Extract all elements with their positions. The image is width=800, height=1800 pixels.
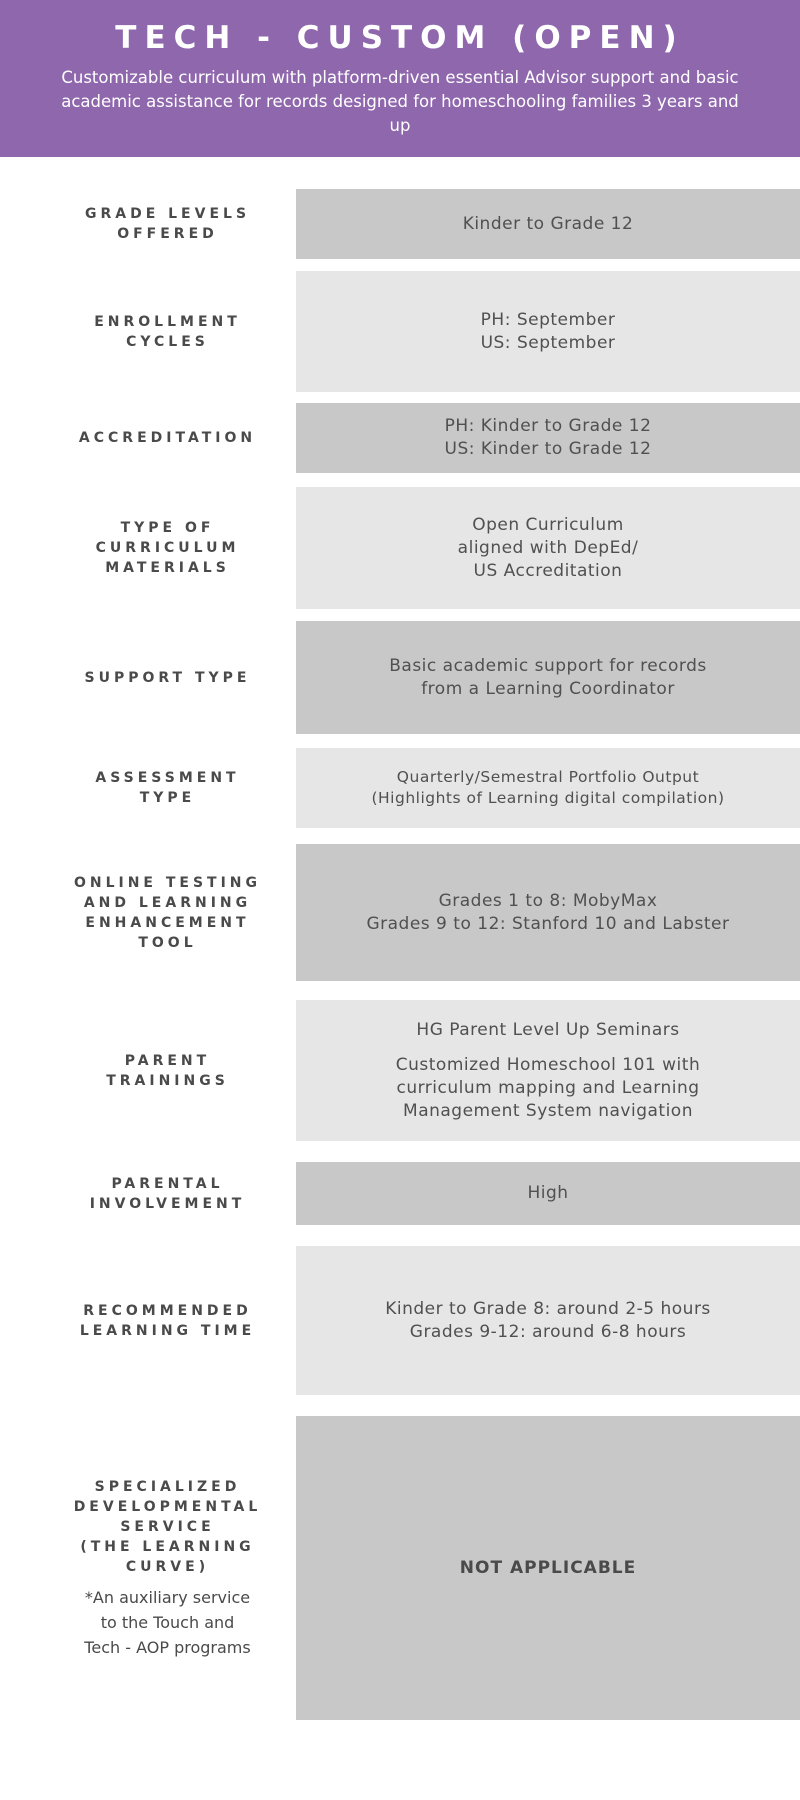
header-banner: [0, 0, 800, 157]
value-specialized-service: NOT APPLICABLE: [459, 1558, 637, 1578]
value-trainings-seminars: HG Parent Level Up Seminars: [416, 1019, 680, 1040]
label-online-testing: ONLINE TESTING AND LEARNING ENHANCEMENT TOOL: [73, 874, 262, 951]
row-label: [55, 1162, 280, 1225]
row-online-testing: [0, 844, 800, 981]
label-support-type: SUPPORT TYPE: [84, 669, 251, 686]
label-assessment-type: ASSESSMENT TYPE: [95, 770, 240, 806]
value-cell-enrollment-cycles: [296, 271, 800, 392]
row-label: [55, 748, 280, 828]
row-label: [55, 271, 280, 392]
value-assessment-line-1: Quarterly/Semestral Portfolio Output: [396, 768, 700, 786]
row-label: [55, 621, 280, 734]
label-specialized-service: SPECIALIZED DEVELOPMENTAL SERVICE (THE LEARNING CURVE): [73, 1478, 262, 1575]
row-label: [55, 403, 280, 473]
label-specialized-note: *An auxiliary service to the Touch and Tech - AOP programs: [84, 1587, 251, 1657]
value-assessment-line-2: (Highlights of Learning digital compilation): [371, 789, 725, 807]
value-trainings-line-2: Customized Homeschool 101 with: [395, 1054, 701, 1075]
value-cell-accreditation: [296, 403, 800, 473]
value-curriculum-line-2: aligned with DepEd/: [457, 537, 639, 558]
row-label: [55, 1246, 280, 1395]
value-cell-curriculum-materials: [296, 487, 800, 609]
value-trainings-line-4: Management System navigation: [403, 1100, 693, 1121]
page-title: TECH - CUSTOM (OPEN): [115, 20, 685, 56]
row-specialized-service: [0, 1416, 800, 1720]
label-parent-trainings: PARENT TRAININGS: [106, 1052, 229, 1089]
value-cell-specialized-service: [296, 1416, 800, 1720]
row-support-type: [0, 621, 800, 734]
value-cell-support-type: [296, 621, 800, 734]
row-assessment-type: [0, 748, 800, 828]
value-enrollment-ph: PH: September: [480, 309, 616, 330]
value-support-line-2: from a Learning Coordinator: [421, 678, 675, 699]
value-accreditation-us: US: Kinder to Grade 12: [444, 439, 652, 459]
value-cell-parental-involvement: [296, 1162, 800, 1225]
value-cell-learning-time: [296, 1246, 800, 1395]
value-cell-online-testing: [296, 844, 800, 981]
value-learning-time-line-2: Grades 9-12: around 6-8 hours: [409, 1321, 687, 1342]
value-cell-grade-levels: [296, 189, 800, 259]
value-support-line-1: Basic academic support for records: [389, 655, 707, 676]
label-parental-involvement: PARENTAL INVOLVEMENT: [89, 1175, 246, 1212]
row-curriculum-materials: [0, 487, 800, 609]
page-subtitle: Customizable curriculum with platform-driven essential Advisor support and basic academic assistance for records designed for homeschooling families 3 years and up: [61, 68, 739, 135]
row-accreditation: [0, 403, 800, 473]
value-accreditation-ph: PH: Kinder to Grade 12: [444, 416, 652, 436]
value-cell-parent-trainings: [296, 1000, 800, 1141]
value-curriculum-line-1: Open Curriculum: [472, 514, 624, 535]
value-cell-assessment-type: [296, 748, 800, 828]
label-enrollment-cycles: ENROLLMENT CYCLES: [94, 313, 241, 350]
row-label: [55, 487, 280, 609]
value-testing-line-1: Grades 1 to 8: MobyMax: [438, 890, 658, 911]
value-parental-involvement: High: [527, 1183, 569, 1203]
row-label: [55, 1416, 280, 1720]
label-grade-levels: GRADE LEVELS OFFERED: [84, 206, 251, 242]
row-label: [55, 1000, 280, 1141]
row-parent-trainings: [0, 1000, 800, 1141]
value-enrollment-us: US: September: [480, 332, 616, 353]
value-trainings-line-3: curriculum mapping and Learning: [396, 1077, 700, 1098]
row-grade-levels: [0, 189, 800, 259]
value-grade-levels: Kinder to Grade 12: [462, 213, 634, 234]
value-testing-line-2: Grades 9 to 12: Stanford 10 and Labster: [366, 913, 730, 934]
label-accreditation: ACCREDITATION: [78, 430, 257, 446]
row-learning-time: [0, 1246, 800, 1395]
value-curriculum-line-3: US Accreditation: [473, 560, 623, 581]
row-enrollment-cycles: [0, 271, 800, 392]
label-learning-time: RECOMMENDED LEARNING TIME: [79, 1302, 256, 1339]
row-label: [55, 844, 280, 981]
value-learning-time-line-1: Kinder to Grade 8: around 2-5 hours: [385, 1298, 711, 1319]
row-label: [55, 189, 280, 259]
row-parental-involvement: [0, 1162, 800, 1225]
label-curriculum-materials: TYPE OF CURRICULUM MATERIALS: [95, 520, 240, 576]
